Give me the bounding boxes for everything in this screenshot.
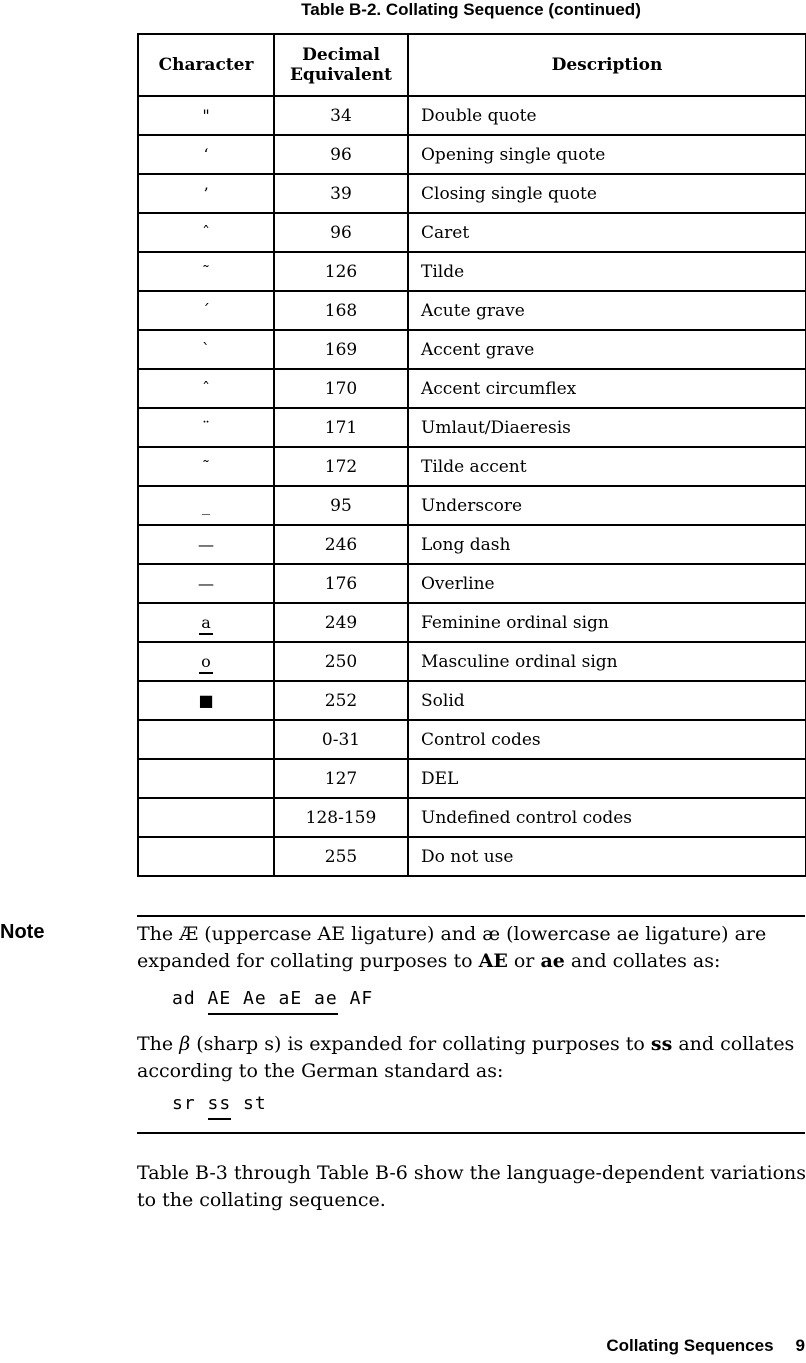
note-top-rule: [137, 915, 805, 917]
character-cell: [138, 135, 274, 174]
character-glyph: ˜: [202, 457, 210, 476]
decimal-cell: 96: [274, 213, 408, 252]
description-cell: Closing single quote: [408, 174, 806, 213]
description-cell: Masculine ordinal sign: [408, 642, 806, 681]
character-glyph: ¨: [202, 418, 210, 437]
description-cell: Tilde: [408, 252, 806, 291]
text-segment: ae: [540, 950, 565, 972]
table-row: [138, 135, 806, 174]
decimal-cell: 255: [274, 837, 408, 876]
character-glyph: —: [198, 535, 214, 554]
note-label: Note: [0, 921, 45, 943]
text-segment: AE: [478, 950, 508, 972]
table-row: [138, 213, 806, 252]
character-cell: [138, 213, 274, 252]
description-cell: Undefined control codes: [408, 798, 806, 837]
character-cell: [138, 447, 274, 486]
page-footer: [0, 1336, 805, 1356]
table-row: [138, 252, 806, 291]
decimal-cell: 172: [274, 447, 408, 486]
note-bottom-rule: [137, 1132, 805, 1134]
text-segment: ss: [208, 1093, 232, 1120]
description-cell: Caret: [408, 213, 806, 252]
text-segment: and collates as:: [564, 950, 721, 972]
table-row: [138, 603, 806, 642]
table-row: [138, 681, 806, 720]
header-description: Description: [408, 34, 806, 96]
description-cell: Accent circumflex: [408, 369, 806, 408]
decimal-cell: 128-159: [274, 798, 408, 837]
table-row: [138, 369, 806, 408]
character-glyph: ˆ: [202, 379, 210, 398]
decimal-cell: 168: [274, 291, 408, 330]
decimal-cell: 39: [274, 174, 408, 213]
collating-table: [137, 33, 806, 877]
description-cell: Accent grave: [408, 330, 806, 369]
text-segment: or: [507, 950, 541, 972]
closing-paragraph: Table B-3 through Table B-6 show the language-dependent variations to the collating sequence.: [137, 1162, 806, 1211]
note-paragraph-sharp-s: [137, 1031, 805, 1085]
decimal-cell: 0-31: [274, 720, 408, 759]
table-row: [138, 96, 806, 135]
character-cell: [138, 564, 274, 603]
table-row: [138, 525, 806, 564]
description-cell: Double quote: [408, 96, 806, 135]
character-cell: [138, 174, 274, 213]
decimal-cell: 246: [274, 525, 408, 564]
table-row: [138, 720, 806, 759]
text-segment: sr: [172, 1093, 208, 1114]
header-character: Character: [138, 34, 274, 96]
description-cell: DEL: [408, 759, 806, 798]
text-segment: β: [179, 1033, 191, 1055]
character-glyph: ˜: [202, 262, 210, 281]
character-cell: [138, 681, 274, 720]
collating-table-body: [138, 96, 806, 876]
character-cell: [138, 291, 274, 330]
table-row: [138, 408, 806, 447]
decimal-cell: 252: [274, 681, 408, 720]
character-cell: [138, 96, 274, 135]
description-cell: Opening single quote: [408, 135, 806, 174]
text-segment: AF: [337, 988, 374, 1009]
note-paragraph-ligature: [137, 921, 782, 975]
decimal-cell: 34: [274, 96, 408, 135]
character-cell: [138, 525, 274, 564]
character-glyph: ’: [203, 184, 209, 203]
decimal-cell: 176: [274, 564, 408, 603]
table-row: [138, 642, 806, 681]
character-glyph: ■: [198, 691, 214, 710]
text-segment: The: [137, 1033, 180, 1055]
character-glyph: ´: [202, 301, 210, 320]
character-cell: [138, 798, 274, 837]
text-segment: ad: [172, 988, 208, 1009]
description-cell: Acute grave: [408, 291, 806, 330]
table-row: [138, 564, 806, 603]
character-cell: [138, 759, 274, 798]
table-row: [138, 291, 806, 330]
table-row: [138, 330, 806, 369]
decimal-cell: 250: [274, 642, 408, 681]
decimal-cell: 170: [274, 369, 408, 408]
decimal-cell: 249: [274, 603, 408, 642]
character-cell: [138, 369, 274, 408]
table-row: [138, 486, 806, 525]
table-row: [138, 759, 806, 798]
decimal-cell: 169: [274, 330, 408, 369]
description-cell: Control codes: [408, 720, 806, 759]
description-cell: Overline: [408, 564, 806, 603]
decimal-cell: 96: [274, 135, 408, 174]
description-cell: Umlaut/Diaeresis: [408, 408, 806, 447]
header-decimal-equivalent: Decimal Equivalent: [274, 34, 408, 96]
text-segment: ss: [650, 1033, 673, 1055]
decimal-cell: 171: [274, 408, 408, 447]
character-glyph: ": [202, 106, 210, 125]
description-cell: Do not use: [408, 837, 806, 876]
table-row: [138, 798, 806, 837]
description-cell: Tilde accent: [408, 447, 806, 486]
table-header-row: [138, 34, 806, 96]
decimal-cell: 95: [274, 486, 408, 525]
character-cell: [138, 603, 274, 642]
character-glyph: `: [202, 340, 210, 359]
character-glyph: ˆ: [202, 223, 210, 242]
table-header: [138, 34, 806, 96]
collation-example-ae: [172, 988, 373, 1009]
character-cell: [138, 642, 274, 681]
footer-section-title: Collating Sequences: [606, 1336, 774, 1355]
decimal-cell: 126: [274, 252, 408, 291]
table-row: [138, 837, 806, 876]
character-cell: [138, 330, 274, 369]
collation-example-ss: [172, 1093, 267, 1114]
table-row: [138, 174, 806, 213]
character-cell: [138, 837, 274, 876]
description-cell: Feminine ordinal sign: [408, 603, 806, 642]
text-segment: (sharp s) is expanded for collating purposes to: [190, 1033, 651, 1055]
description-cell: Underscore: [408, 486, 806, 525]
text-segment: and collates according to the German standard as:: [137, 1033, 795, 1082]
text-segment: The Æ (uppercase AE ligature) and æ (lowercase ae ligature) are expanded for collating purposes to: [137, 923, 767, 972]
character-cell: [138, 408, 274, 447]
character-glyph: ‘: [203, 145, 209, 164]
character-cell: [138, 720, 274, 759]
table-title: Table B-2. Collating Sequence (continued): [301, 0, 641, 19]
character-glyph: a: [199, 613, 213, 635]
text-segment: AE Ae aE ae: [208, 988, 338, 1015]
description-cell: Long dash: [408, 525, 806, 564]
description-cell: Solid: [408, 681, 806, 720]
text-segment: st: [231, 1093, 267, 1114]
character-glyph: _: [202, 496, 210, 515]
character-cell: [138, 252, 274, 291]
character-cell: [138, 486, 274, 525]
character-glyph: o: [199, 652, 213, 674]
table-row: [138, 447, 806, 486]
decimal-cell: 127: [274, 759, 408, 798]
character-glyph: —: [198, 574, 214, 593]
footer-page-number: 9: [795, 1336, 805, 1355]
